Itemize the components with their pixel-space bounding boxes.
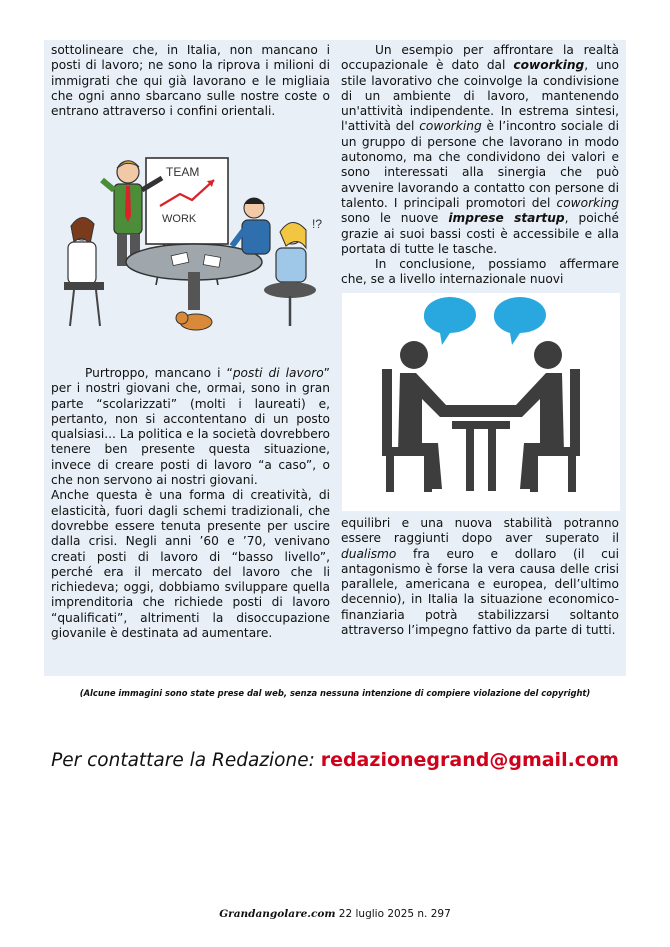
- text-run: è l’incontro sociale di un gruppo di persone che lavorano in modo autonomo, ma che condividono dei valori e sono interessati alla sinergia che può avvenire lavorando a contatto con persone di talento. I principali promotori del: [341, 119, 619, 210]
- board-word-team: TEAM: [166, 165, 200, 179]
- copyright-note: (Alcune immagini sono state prese dal web, senza nessuna intenzione di compiere violazione del copyright): [79, 688, 591, 698]
- right-column-top: [341, 43, 619, 288]
- paragraph: [341, 516, 619, 638]
- contact-label: Per contattare la Redazione:: [51, 750, 315, 771]
- page-footer: [0, 908, 670, 920]
- exclaim-mark: !?: [312, 217, 323, 231]
- emphasis: coworking: [513, 58, 585, 73]
- paragraph: sottolineare che, in Italia, non mancano i posti di lavoro; ne sono la riprova i milioni di immigrati che qui già lavorano e le migliaia che ogni anno sbarcano sulle nostre coste o entrano attraverso i confini orientali.: [51, 43, 330, 119]
- text-run: sono le nuove: [341, 211, 449, 226]
- conversation-illustration: [342, 293, 620, 511]
- speech-bubble-icon: [494, 297, 546, 345]
- text-run: fra euro e dollaro (il cui antagonismo è forse la vera causa delle crisi parallele, americana e europea, dell’ultimo decennio), in Italia la situazione economico-finanziaria potrà stabilizzarsi soltanto attraverso l’impegno fattivo da parte di tutti.: [341, 546, 619, 638]
- speech-bubble-icon: [424, 297, 476, 345]
- paragraph: In conclusione, possiamo affermare che, se a livello internazionale nuovi: [341, 257, 619, 287]
- board-word-work: WORK: [162, 213, 197, 225]
- footer-date: 22 luglio 2025 n. 297: [338, 908, 451, 920]
- text-run: Un esempio per affrontare la realtà occupazionale è dato dal: [341, 43, 619, 73]
- contact-email-link[interactable]: redazionegrand@gmail.com: [320, 749, 619, 771]
- paragraph: [51, 366, 330, 488]
- text-run: , poiché grazie ai suoi bassi costi è accessibile e alla portata di tutte le tasche.: [341, 211, 619, 256]
- text-run: , uno stile lavorativo che coinvolge la condivisione di un ambiente di lavoro, mantenendo un'attività indipendente. In estrema sintesi, l'attività del: [341, 58, 619, 134]
- left-column-top: [51, 43, 330, 119]
- paragraph: [341, 43, 619, 257]
- text-run: equilibri e una nuova stabilità potranno essere raggiunti dopo aver superato il: [341, 516, 619, 546]
- text-run: Purtroppo, mancano i “: [85, 366, 233, 380]
- emphasis: coworking: [556, 195, 619, 210]
- text-run: ” per i nostri giovani che, ormai, sono in gran parte “scolarizzati” (molti i laureati) e, pertanto, non si accontentano di un posto qualsiasi... La politica e la società dovrebbero tenere ben presente questa situazione, invece di creare posti di lavoro “a caso”, o che non servono ai nostri giovani.: [51, 366, 330, 488]
- emphasis: coworking: [419, 119, 482, 134]
- footer-site: Grandangolare.com: [219, 908, 336, 920]
- contact-line: [0, 749, 670, 771]
- emphasis: posti di lavoro: [232, 366, 324, 380]
- teamwork-illustration: [54, 150, 330, 340]
- emphasis: dualismo: [341, 546, 397, 561]
- paragraph: Anche questa è una forma di creatività, di elasticità, fuori dagli schemi tradizionali, che dovrebbe essere tenuta presente per uscire dalla crisi. Negli anni ’60 e ’70, venivano creati posti di lavoro di “basso livello”, perché era il mercato del lavoro che li richiedeva; oggi, dobbiamo sviluppare quella imprenditoria che richiede posti di lavoro “qualificati”, altrimenti la disoccupazione giovanile è destinata ad aumentare.: [51, 488, 330, 641]
- left-column-bottom: [51, 366, 330, 641]
- right-column-bottom: [341, 516, 619, 638]
- emphasis: imprese startup: [448, 211, 565, 226]
